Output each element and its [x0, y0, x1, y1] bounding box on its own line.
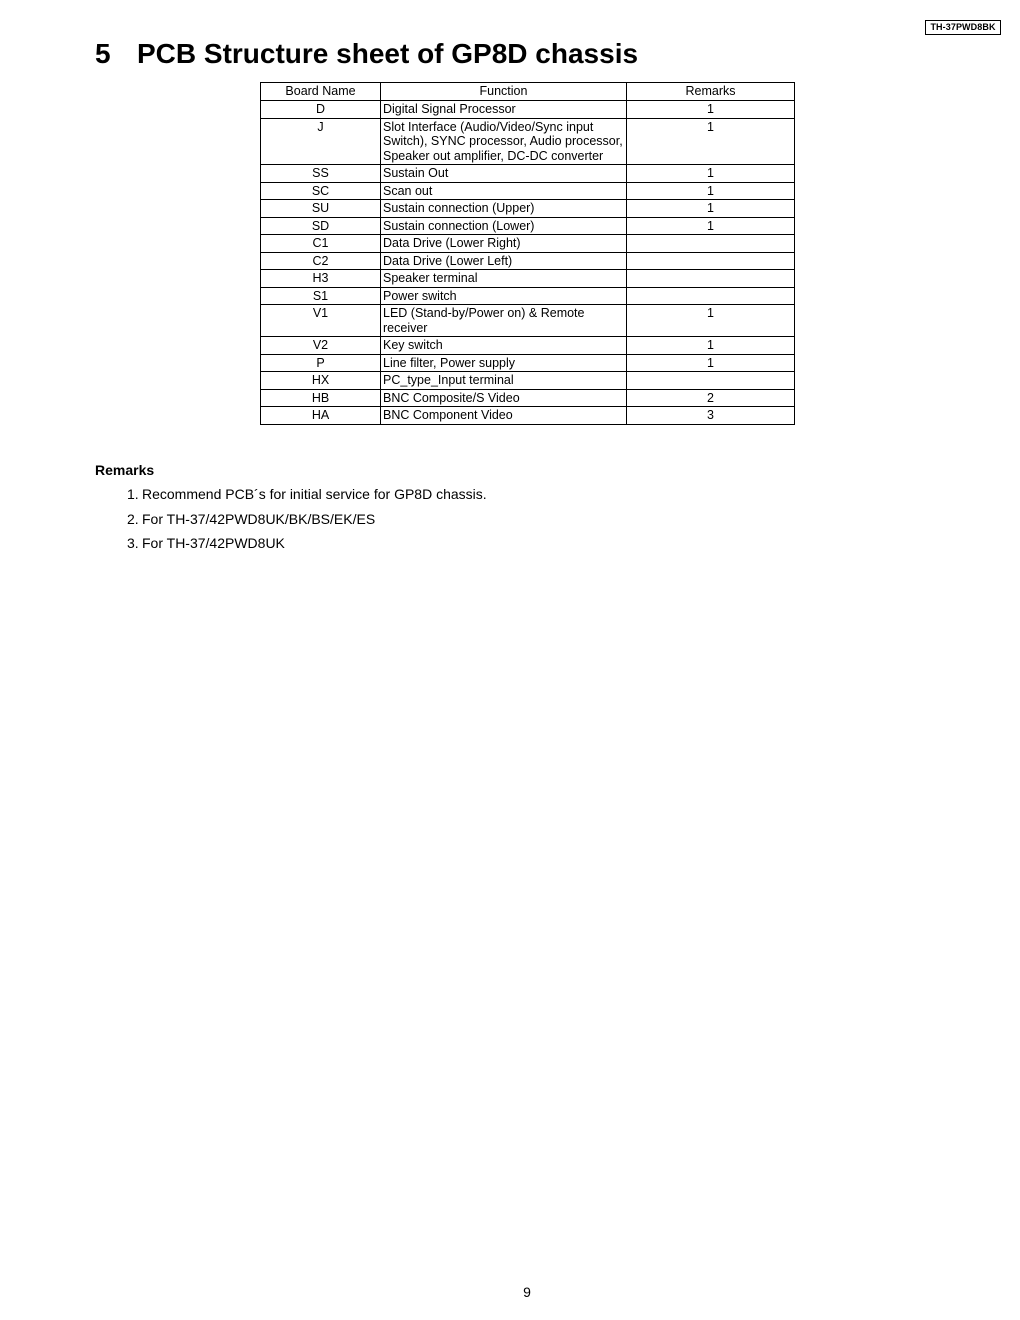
page-title-text: PCB Structure sheet of GP8D chassis	[137, 38, 639, 69]
header-remarks: Remarks	[627, 83, 795, 101]
cell-function: Line filter, Power supply	[381, 354, 627, 372]
section-number: 5	[95, 38, 111, 69]
cell-function: Data Drive (Lower Left)	[381, 252, 627, 270]
cell-function: Speaker terminal	[381, 270, 627, 288]
cell-function: LED (Stand-by/Power on) & Remote receiver	[381, 305, 627, 337]
cell-board-name: C2	[261, 252, 381, 270]
cell-function: Power switch	[381, 287, 627, 305]
cell-remarks: 1	[627, 165, 795, 183]
cell-board-name: J	[261, 118, 381, 165]
cell-board-name: C1	[261, 235, 381, 253]
list-item	[127, 510, 487, 535]
cell-board-name: D	[261, 101, 381, 119]
pcb-structure-table	[260, 82, 795, 425]
table-row	[261, 252, 795, 270]
table-row	[261, 200, 795, 218]
cell-function: Sustain connection (Lower)	[381, 217, 627, 235]
model-tag: TH-37PWD8BK	[925, 20, 1001, 35]
cell-remarks: 1	[627, 118, 795, 165]
cell-board-name: SC	[261, 182, 381, 200]
list-item-text: Recommend PCB´s for initial service for GP8D chassis.	[142, 486, 487, 502]
cell-remarks: 3	[627, 407, 795, 425]
table-row	[261, 165, 795, 183]
cell-function: PC_type_Input terminal	[381, 372, 627, 390]
cell-remarks: 1	[627, 337, 795, 355]
cell-function: Sustain connection (Upper)	[381, 200, 627, 218]
cell-board-name: V1	[261, 305, 381, 337]
table-row	[261, 182, 795, 200]
cell-board-name: SU	[261, 200, 381, 218]
cell-function: BNC Component Video	[381, 407, 627, 425]
page-title	[95, 36, 638, 72]
remarks-heading: Remarks	[95, 462, 155, 478]
cell-board-name: HA	[261, 407, 381, 425]
list-item-text: For TH-37/42PWD8UK	[142, 535, 285, 551]
table-row	[261, 270, 795, 288]
cell-remarks	[627, 270, 795, 288]
cell-remarks	[627, 235, 795, 253]
table-row	[261, 389, 795, 407]
cell-board-name: HB	[261, 389, 381, 407]
cell-board-name: SS	[261, 165, 381, 183]
cell-board-name: P	[261, 354, 381, 372]
cell-board-name: HX	[261, 372, 381, 390]
cell-remarks	[627, 287, 795, 305]
header-board-name: Board Name	[261, 83, 381, 101]
table-row	[261, 217, 795, 235]
cell-function: Data Drive (Lower Right)	[381, 235, 627, 253]
table-row	[261, 372, 795, 390]
cell-remarks: 2	[627, 389, 795, 407]
list-item-number: 2.	[127, 510, 139, 527]
table-row	[261, 287, 795, 305]
table-header-row	[261, 83, 795, 101]
cell-remarks	[627, 252, 795, 270]
table-row	[261, 101, 795, 119]
cell-function: Slot Interface (Audio/Video/Sync input Switch), SYNC processor, Audio processor, Speaker out amplifier, DC-DC converter	[381, 118, 627, 165]
cell-remarks: 1	[627, 200, 795, 218]
page-number: 9	[523, 1284, 531, 1300]
cell-function: Sustain Out	[381, 165, 627, 183]
cell-remarks: 1	[627, 217, 795, 235]
cell-remarks: 1	[627, 354, 795, 372]
list-item	[127, 485, 487, 510]
list-item-number: 3.	[127, 535, 139, 551]
cell-remarks: 1	[627, 182, 795, 200]
cell-board-name: S1	[261, 287, 381, 305]
cell-function: Digital Signal Processor	[381, 101, 627, 119]
cell-board-name: H3	[261, 270, 381, 288]
table-row	[261, 305, 795, 337]
table-row	[261, 118, 795, 165]
cell-function: BNC Composite/S Video	[381, 389, 627, 407]
cell-board-name: SD	[261, 217, 381, 235]
list-item-number: 1.	[127, 486, 139, 502]
table-row	[261, 354, 795, 372]
list-item-text: For TH-37/42PWD8UK/BK/BS/EK/ES	[142, 510, 376, 527]
cell-remarks	[627, 372, 795, 390]
table-row	[261, 235, 795, 253]
list-item	[127, 534, 487, 559]
cell-function: Scan out	[381, 182, 627, 200]
cell-board-name: V2	[261, 337, 381, 355]
header-function: Function	[381, 83, 627, 101]
remarks-list	[127, 485, 487, 559]
cell-remarks: 1	[627, 305, 795, 337]
cell-remarks: 1	[627, 101, 795, 119]
table-row	[261, 407, 795, 425]
table-row	[261, 337, 795, 355]
cell-function: Key switch	[381, 337, 627, 355]
